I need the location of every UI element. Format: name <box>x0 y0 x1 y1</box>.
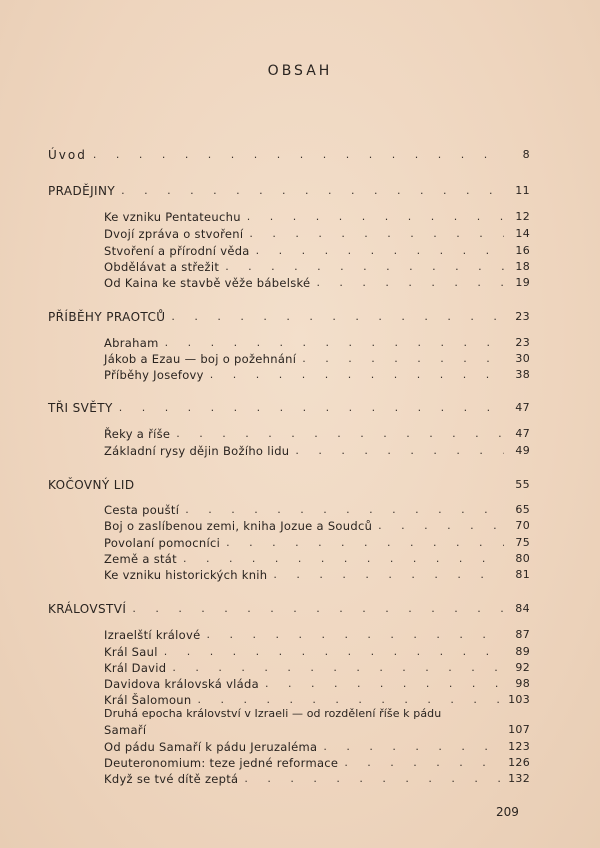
toc-entry-page: 14 <box>515 227 530 240</box>
toc-section-tri-svety[interactable] <box>48 399 530 415</box>
dot-leader <box>206 628 504 642</box>
toc-entry-label: Příběhy Josefovy <box>104 368 204 382</box>
toc-entry[interactable] <box>104 225 530 241</box>
dot-leader <box>171 310 504 324</box>
toc-entry-page: 75 <box>515 536 530 549</box>
toc-entry-label: TŘI SVĚTY <box>48 401 113 415</box>
toc-entry-label: Cesta pouští <box>104 503 180 517</box>
toc-entry[interactable] <box>104 425 530 441</box>
toc-section-kralovstvi[interactable] <box>48 600 530 616</box>
dot-leader <box>183 552 504 566</box>
toc-entry[interactable] <box>104 366 530 382</box>
toc-entry-label: Povolaní pomocníci <box>104 536 221 550</box>
toc-entry[interactable] <box>104 643 530 659</box>
toc-entry[interactable] <box>104 550 530 566</box>
toc-entry-page: 103 <box>508 693 530 706</box>
toc-entry[interactable] <box>104 534 530 550</box>
toc-entry-wrapped-line[interactable] <box>104 705 488 721</box>
toc-section-kocovny-lid[interactable] <box>48 476 530 492</box>
toc-entry-label: Izraelští králové <box>104 628 201 642</box>
toc-entry-label: KOČOVNÝ LID <box>48 478 135 492</box>
toc-entry-page: 132 <box>508 772 530 785</box>
toc-entry-page: 12 <box>515 210 530 223</box>
toc-entry[interactable] <box>104 258 530 274</box>
toc-entry-page: 81 <box>515 568 530 581</box>
toc-entry-page: 19 <box>515 276 530 289</box>
toc-entry-label: Země a stát <box>104 552 177 566</box>
toc-entry-label: Řeky a říše <box>104 427 171 441</box>
toc-entry-label: Od Kaina ke stavbě věže bábelské <box>104 276 311 290</box>
dot-leader <box>119 401 504 415</box>
toc-entry-page: 70 <box>515 519 530 532</box>
toc-entry-label: Jákob a Ezau — boj o požehnání <box>104 352 297 366</box>
toc-entry-label: Druhá epocha království v Izraeli — od rozdělení říše k pádu <box>104 707 442 720</box>
toc-entry-label: Davidova královská vláda <box>104 677 259 691</box>
dot-leader <box>93 148 504 162</box>
toc-entry-label: PŘÍBĚHY PRAOTCŮ <box>48 310 166 324</box>
toc-entry-label: Od pádu Samaří k pádu Jeruzaléma <box>104 740 318 754</box>
toc-entry[interactable] <box>104 208 530 224</box>
toc-entry[interactable] <box>104 334 530 350</box>
toc-entry-label: Základní rysy dějin Božího lidu <box>104 444 290 458</box>
toc-entry-page: 65 <box>515 503 530 516</box>
toc-entry-label: Když se tvé dítě zeptá <box>104 772 239 786</box>
toc-entry-page: 49 <box>515 444 530 457</box>
dot-leader <box>265 677 504 691</box>
dot-leader <box>172 661 504 675</box>
toc-entry[interactable] <box>104 754 530 770</box>
dot-leader <box>244 772 502 786</box>
dot-leader <box>165 336 504 350</box>
toc-entry-label: Král Saul <box>104 645 158 659</box>
toc-section-uvod[interactable] <box>48 146 530 162</box>
toc-entry[interactable] <box>104 274 530 290</box>
dot-leader <box>344 756 502 770</box>
toc-entry[interactable] <box>104 770 530 786</box>
dot-leader <box>176 427 504 441</box>
dot-leader <box>295 444 504 458</box>
toc-entry-page: 47 <box>515 427 530 440</box>
toc-entry-label: KRÁLOVSTVÍ <box>48 602 127 616</box>
toc-entry-page: 47 <box>515 401 530 414</box>
toc-entry-page: 107 <box>508 723 530 736</box>
dot-leader <box>323 740 502 754</box>
dot-leader <box>316 276 504 290</box>
toc-entry-label: Obdělávat a střežit <box>104 260 220 274</box>
toc-entry[interactable] <box>104 242 530 258</box>
dot-leader <box>226 536 504 550</box>
toc-entry-label: Samaří <box>104 723 147 737</box>
dot-leader <box>121 184 504 198</box>
dot-leader <box>247 210 504 224</box>
toc-entry[interactable] <box>104 675 530 691</box>
toc-entry-page: 16 <box>515 244 530 257</box>
toc-entry-page: 8 <box>522 148 530 161</box>
toc-entry-page: 55 <box>515 478 530 491</box>
dot-leader <box>256 244 504 258</box>
toc-entry-page: 23 <box>515 336 530 349</box>
toc-entry-label: Stvoření a přírodní věda <box>104 244 250 258</box>
toc-entry-page: 11 <box>515 184 530 197</box>
toc-entry-page: 80 <box>515 552 530 565</box>
toc-entry[interactable] <box>104 626 530 642</box>
toc-entry-label: Deuteronomium: teze jedné reformace <box>104 756 339 770</box>
dot-leader <box>210 368 504 382</box>
toc-entry-label: Král David <box>104 661 167 675</box>
toc-entry-label: Ke vzniku historických knih <box>104 568 268 582</box>
dot-leader <box>378 519 504 533</box>
dot-leader <box>164 645 504 659</box>
toc-entry[interactable] <box>104 566 530 582</box>
page-title: OBSAH <box>267 63 333 79</box>
toc-entry-label: Ke vzniku Pentateuchu <box>104 210 241 224</box>
toc-entry-page: 23 <box>515 310 530 323</box>
dot-leader <box>273 568 504 582</box>
toc-entry-label: Boj o zaslíbenou zemi, kniha Jozue a Soudců <box>104 519 373 533</box>
dot-leader <box>302 352 504 366</box>
toc-entry[interactable] <box>104 738 530 754</box>
dot-leader <box>249 227 504 241</box>
toc-entry[interactable] <box>104 350 530 366</box>
dot-leader <box>225 260 504 274</box>
toc-section-pribehy-praotcu[interactable] <box>48 308 530 324</box>
toc-entry[interactable] <box>104 501 530 517</box>
page-number: 209 <box>496 805 519 819</box>
toc-entry[interactable] <box>104 517 530 533</box>
toc-entry-page: 126 <box>508 756 530 769</box>
toc-entry-page: 30 <box>515 352 530 365</box>
dot-leader <box>185 503 504 517</box>
toc-section-pradejiny[interactable] <box>48 182 530 198</box>
toc-entry[interactable] <box>104 721 530 737</box>
toc-entry-label: Úvod <box>48 148 87 162</box>
toc-entry-label: Dvojí zpráva o stvoření <box>104 227 244 241</box>
toc-entry-label: Král Šalomoun <box>104 693 192 707</box>
toc-entry-page: 87 <box>515 628 530 641</box>
toc-entry-page: 38 <box>515 368 530 381</box>
toc-entry-label: Abraham <box>104 336 159 350</box>
toc-entry-page: 89 <box>515 645 530 658</box>
toc-entry[interactable] <box>104 442 530 458</box>
toc-entry-page: 123 <box>508 740 530 753</box>
toc-entry-page: 18 <box>515 260 530 273</box>
toc-entry[interactable] <box>104 659 530 675</box>
dot-leader <box>132 602 504 616</box>
toc-entry-page: 92 <box>515 661 530 674</box>
toc-entry-label: PRADĚJINY <box>48 184 116 198</box>
toc-entry-page: 84 <box>515 602 530 615</box>
toc-entry-page: 98 <box>515 677 530 690</box>
